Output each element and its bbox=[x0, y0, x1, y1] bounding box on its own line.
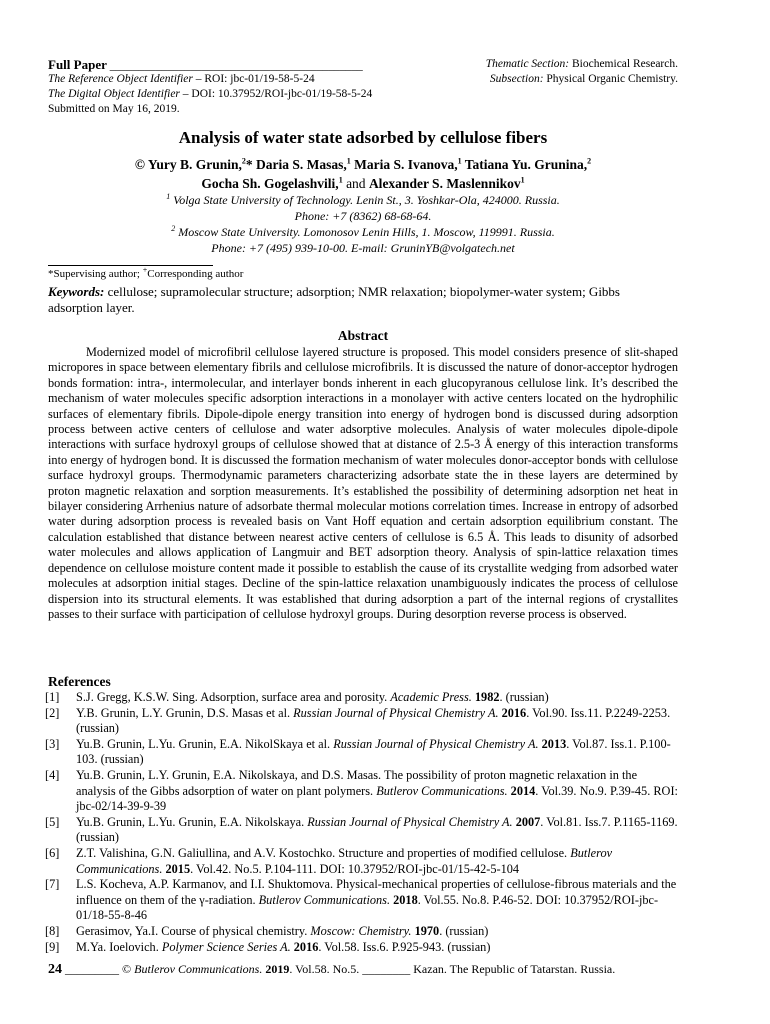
reference-year: 2007 bbox=[512, 814, 541, 829]
doi-label: The Digital Object Identifier bbox=[48, 88, 180, 100]
reference-journal: Moscow: Chemistry. bbox=[310, 923, 412, 938]
author-gogelashvili: Gocha Sh. Gogelashvili, bbox=[201, 176, 339, 191]
reference-authors: S.J. Gregg, K.S.W. Sing. Adsorption, surface area and porosity. bbox=[76, 690, 391, 704]
author-grunin-yb: © Yury B. Grunin, bbox=[134, 157, 242, 172]
reference-number: [4] bbox=[45, 767, 60, 782]
reference-tail: . Vol.58. Iss.6. P.925-943. (russian) bbox=[318, 939, 491, 954]
thematic-label: Thematic Section: bbox=[485, 58, 570, 70]
author-sup: 1 bbox=[346, 156, 351, 166]
roi-label: The Reference Object Identifier bbox=[48, 73, 193, 85]
reference-authors: Yu.B. Grunin, L.Yu. Grunin, E.A. NikolSkaya et al. bbox=[76, 736, 334, 751]
reference-journal: Butlerov Communications. bbox=[258, 892, 391, 907]
author-ivanova: Maria S. Ivanova, bbox=[350, 157, 458, 172]
reference-tail: . Vol.81. Iss.7. P.1165-1169. (russian) bbox=[76, 814, 678, 845]
references-heading: References bbox=[48, 674, 111, 689]
reference-authors: M.Ya. Ioelovich. bbox=[76, 939, 162, 954]
author-sup: 2 bbox=[241, 156, 246, 166]
reference-year: 2018 bbox=[390, 892, 418, 907]
reference-item bbox=[45, 845, 678, 877]
footnote-text-2: Corresponding author bbox=[147, 268, 244, 280]
doi-value: – DOI: 10.37952/ROI-jbc-01/19-58-5-24 bbox=[179, 88, 373, 100]
affiliation-2-text: Moscow State University. Lomonosov Lenin Hills, 1. Moscow, 119991. Russia. bbox=[175, 225, 555, 239]
reference-authors: L.S. Kocheva, A.P. Karmanov, and I.I. Shuktomova. Physical-mechanical properties of cellulose-fibrous materials and the influence on them of the γ-radiation. bbox=[76, 877, 677, 907]
reference-item bbox=[45, 939, 678, 956]
affiliation-2-contact: Phone: +7 (495) 939-10-00. E-mail: GruninYB@volgatech.net bbox=[211, 241, 515, 255]
abstract-heading: Abstract bbox=[337, 328, 389, 343]
footer-journal: Butlerov Communications. bbox=[134, 962, 263, 976]
page-number: 24 bbox=[48, 962, 62, 977]
reference-journal: Russian Journal of Physical Chemistry A. bbox=[293, 705, 499, 720]
subsection-label: Subsection: bbox=[489, 73, 544, 85]
reference-authors: Z.T. Valishina, G.N. Galiullina, and A.V. Kostochko. Structure and properties of modified cellulose. bbox=[76, 845, 571, 860]
author-and: and bbox=[342, 176, 369, 191]
reference-tail: . Vol.39. No.9. P.39-45. ROI: jbc-02/14-39-9-39 bbox=[76, 783, 678, 814]
subsection-value: Physical Organic Chemistry. bbox=[543, 73, 678, 85]
full-paper-label: Full Paper bbox=[48, 57, 107, 72]
reference-number: [5] bbox=[45, 814, 60, 829]
submitted-date: Submitted on May 16, 2019. bbox=[48, 103, 180, 115]
paper-title: Analysis of water state adsorbed by cellulose fibers bbox=[178, 128, 548, 147]
author-sup: 1 bbox=[520, 175, 525, 185]
reference-year: 2016 bbox=[498, 705, 527, 720]
affiliation-2 bbox=[48, 225, 678, 240]
footnote-sup: + bbox=[142, 265, 148, 275]
reference-item bbox=[45, 767, 678, 815]
footnote-rule bbox=[48, 265, 213, 266]
reference-year: 2013 bbox=[538, 736, 567, 751]
abstract-text: Modernized model of microfibril cellulose layered structure is proposed. This model considers presence of slit-shaped micropores in space between elementary fibrils and cellulose microfibrils. It is discussed the nature of donor-acceptor hydrogen bonds formation: intra-, intermolecular, and interlayer bonds inherent in each glucopyranous cellulose link. It’s described the mechanism of water molecules specific adsorption interactions in a monolayer with active centers located on the hydrophilic surfaces of elementary fibrils. Dipole-dipole energy transition into energy of hydrogen bond is discussed during adsorption process between active centers of cellulose and water adsorptive molecules. Analysis of water molecules dipole-dipole interactions with surface hydroxyl groups of cellulose showed that at distance of 2.5-3 Å energy of this interaction transforms into energy of hydrogen bond. It is discussed the formation mechanism of water molecules donor-acceptor bonds with cellulose surface hydroxyl groups. Thermodynamic parameters characterizing adsorbate state the in these layers are determined by proton magnetic relaxation and sorption measurements. It’s established the possibility of determining adsorption net heat in bilayer considering Arrhenius nature of adsorbate thermal molecular motions correlation times. Increase in entropy of adsorbed water during adsorption process is revealed basis on Vant Hoff equation and certain adsorption equilibrium constant. The calculation established that distance between nearest active centers of cellulose is 6.5 Å. This leads to disunity of adsorbed water molecules and allows application of Langmuir and BET adsorption theory. Analysis of spin-lattice relaxation times dependence on cellulose moisture content made it possible to establish the cause of its crystallite wedging from adsorbed water molecules at adsorption initial stages. Decline of the spin-lattice relaxation unambiguously indicates the process of cellulose dispersion into its structural elements. It was established that during adsorption a part of the internal regions of crystallites passes to their surface with participation of cellulose hydroxyl groups. During desorption reverse process is observed. bbox=[48, 345, 678, 621]
reference-item bbox=[45, 705, 678, 737]
reference-year: 1970 bbox=[411, 923, 440, 938]
reference-journal: Academic Press. bbox=[390, 690, 472, 704]
footnote bbox=[48, 265, 244, 280]
affiliation-1-text: Volga State University of Technology. Lenin St., 3. Yoshkar-Ola, 424000. Russia. bbox=[170, 193, 560, 207]
reference-authors: Yu.B. Grunin, L.Yu. Grunin, E.A. Nikolskaya. bbox=[76, 814, 308, 829]
keywords bbox=[48, 284, 678, 315]
reference-year: 2016 bbox=[290, 939, 319, 954]
footer-year: 2019 bbox=[262, 962, 290, 976]
roi-value: – ROI: jbc-01/19-58-5-24 bbox=[192, 73, 315, 85]
reference-tail: . Vol.87. Iss.1. P.100-103. (russian) bbox=[76, 736, 671, 767]
reference-authors: Yu.B. Grunin, L.Y. Grunin, E.A. Nikolskaya, and D.S. Masas. The possibility of proton magnetic relaxation in the analysis of the Gibbs adsorption of water on plant polymers. bbox=[76, 767, 638, 798]
reference-year: 2014 bbox=[507, 783, 536, 798]
reference-journal: Russian Journal of Physical Chemistry A. bbox=[307, 814, 513, 829]
reference-tail: . Vol.55. No.8. P.46-52. DOI: 10.37952/ROI-jbc-01/18-55-8-46 bbox=[76, 892, 659, 923]
footer-rest: . Vol.58. No.5. ________ Kazan. The Republic of Tatarstan. Russia. bbox=[289, 962, 616, 976]
reference-item bbox=[45, 690, 678, 706]
reference-number: [1] bbox=[45, 690, 60, 704]
reference-number: [8] bbox=[45, 923, 60, 938]
author-grunina: Tatiana Yu. Grunina, bbox=[461, 157, 588, 172]
author-sup: 2 bbox=[587, 156, 592, 166]
header-rule: ____________________________________________ bbox=[106, 60, 363, 72]
affiliation-1-phone: Phone: +7 (8362) 68-68-64. bbox=[294, 209, 432, 223]
footer-separator: _________ © bbox=[62, 962, 135, 976]
reference-number: [3] bbox=[45, 736, 60, 751]
reference-item bbox=[45, 923, 678, 940]
keywords-text: cellulose; supramolecular structure; adsorption; NMR relaxation; biopolymer-water system; Gibbs adsorption layer. bbox=[48, 284, 620, 315]
page-footer bbox=[48, 962, 678, 978]
reference-number: [7] bbox=[45, 877, 60, 892]
author-sup: 1 bbox=[457, 156, 462, 166]
reference-authors: Y.B. Grunin, L.Y. Grunin, D.S. Masas et al. bbox=[76, 705, 294, 720]
reference-journal: Butlerov Communications. bbox=[376, 783, 508, 798]
affiliation-sup: 1 bbox=[166, 192, 171, 201]
affiliation-sup: 2 bbox=[171, 224, 176, 233]
reference-journal: Russian Journal of Physical Chemistry A. bbox=[333, 736, 539, 751]
reference-tail: . (russian) bbox=[439, 923, 489, 938]
reference-item bbox=[45, 814, 678, 846]
reference-item bbox=[45, 736, 678, 768]
reference-tail: . (russian) bbox=[499, 690, 549, 704]
reference-tail: . Vol.42. No.5. P.104-111. DOI: 10.37952/ROI-jbc-01/15-42-5-104 bbox=[190, 861, 520, 876]
footnote-text: *Supervising author; bbox=[48, 268, 143, 280]
reference-number: [9] bbox=[45, 939, 60, 954]
author-maslennikov: Alexander S. Maslennikov bbox=[368, 176, 521, 191]
reference-journal: Polymer Science Series A. bbox=[161, 939, 291, 954]
reference-number: [2] bbox=[45, 705, 60, 720]
authors-line-1 bbox=[48, 157, 678, 173]
authors-line-2 bbox=[48, 176, 678, 192]
reference-journal: Butlerov Communications. bbox=[76, 845, 613, 876]
references-list bbox=[45, 690, 678, 955]
reference-tail: . Vol.90. Iss.11. P.2249-2253. (russian) bbox=[76, 705, 671, 736]
reference-number: [6] bbox=[45, 845, 60, 860]
reference-year: 2015 bbox=[162, 861, 191, 876]
author-masas: * Daria S. Masas, bbox=[245, 157, 347, 172]
reference-authors: Gerasimov, Ya.I. Course of physical chemistry. bbox=[76, 923, 311, 938]
reference-item bbox=[45, 877, 678, 924]
reference-year: 1982 bbox=[471, 690, 500, 704]
author-sup: 1 bbox=[338, 175, 343, 185]
keywords-label: Keywords: bbox=[48, 284, 105, 299]
thematic-value: Biochemical Research. bbox=[569, 58, 678, 70]
affiliation-1 bbox=[48, 193, 678, 208]
